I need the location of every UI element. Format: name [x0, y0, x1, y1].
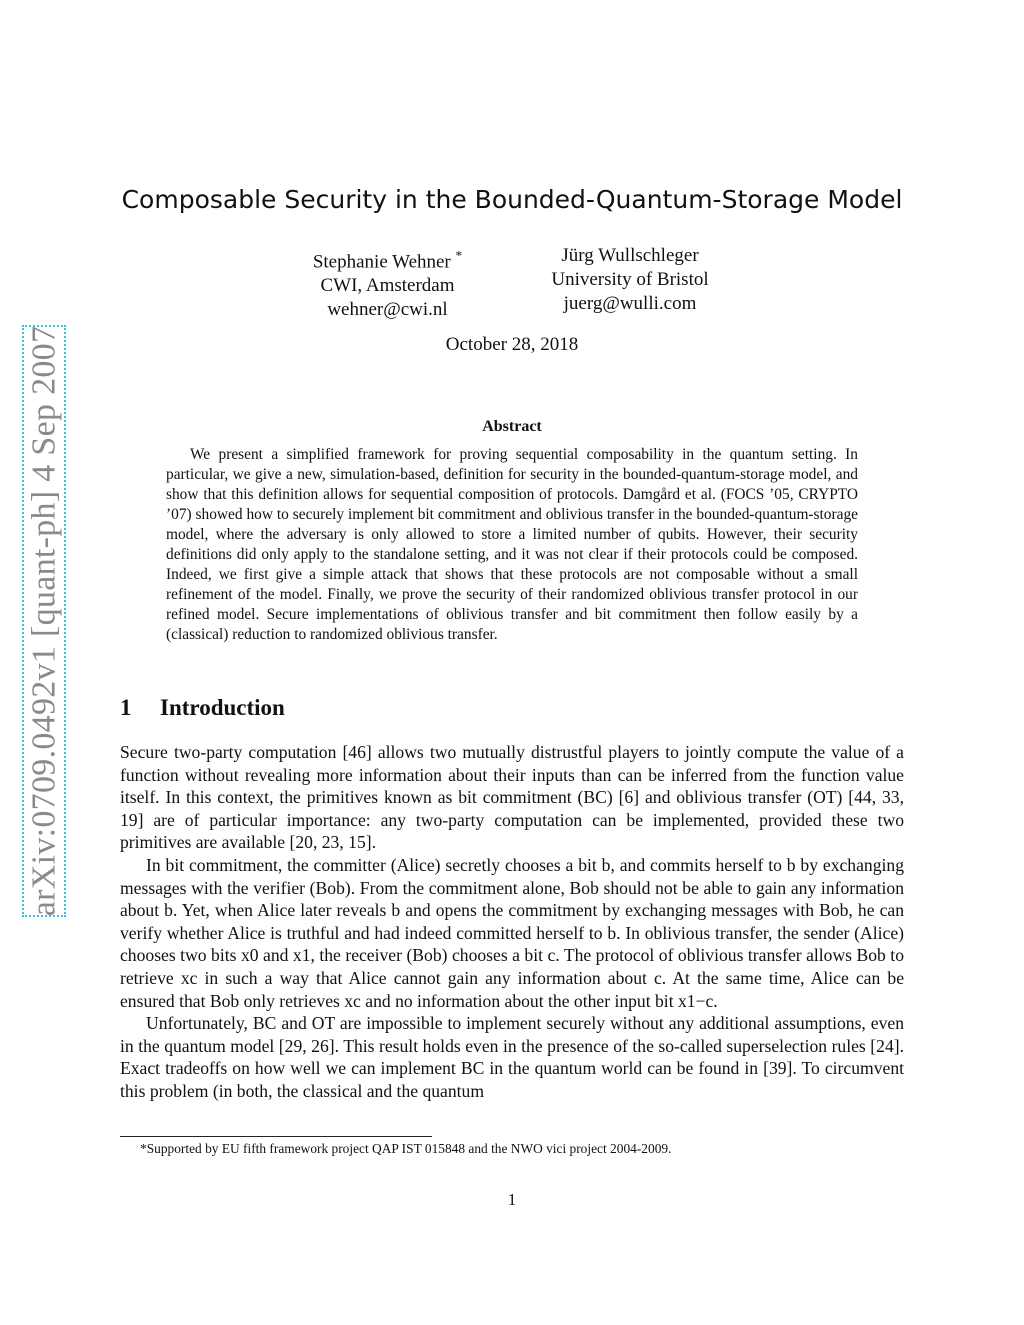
body-text	[120, 741, 904, 1103]
author-block-2	[520, 244, 740, 316]
page-number: 1	[507, 1190, 517, 1209]
footnote: *Supported by EU fifth framework project QAP IST 015848 and the NWO vici project 2004-2009.	[140, 1141, 672, 1156]
footnote-divider	[120, 1136, 432, 1137]
author-block-1	[290, 244, 485, 322]
section-number: 1	[120, 695, 132, 720]
section-title: Introduction	[160, 695, 285, 720]
author-name: Jürg Wullschleger	[561, 245, 699, 266]
abstract-text: We present a simplified framework for proving sequential composability in the quantum setting. In particular, we give a new, simulation-based, definition for security in the bounded-quantum-storage model, and show that this definition allows for sequential composition of protocols. Damgård et al. (FOCS ’05, CRYPTO ’07) showed how to securely implement bit commitment and oblivious transfer in the bounded-quantum-storage model, where the adversary is only allowed to store a limited number of qubits. However, their security definitions did only apply to the standalone setting, and it was not clear if their protocols could be composed. Indeed, we first give a simple attack that shows that these protocols are not composable without a small refinement of the model. Finally, we prove the security of their randomized oblivious transfer protocol in our refined model. Secure implementations of oblivious transfer and bit commitment then follow easily by a (classical) reduction to randomized oblivious transfer.	[166, 446, 858, 643]
paragraph: In bit commitment, the committer (Alice) secretly chooses a bit b, and commits herself to b by exchanging messages with the verifier (Bob). From the commitment alone, Bob should not be able to gain any information about b. Yet, when Alice later reveals b and opens the commitment by exchanging messages with Bob, he can verify whether Alice is truthful and had indeed committed herself to b. In oblivious transfer, the sender (Alice) chooses two bits x0 and x1, the receiver (Bob) chooses a bit c. The protocol of oblivious transfer allows Bob to retrieve xc in such a way that Alice cannot gain any information about c. At the same time, Alice can be ensured that Bob only retrieves xc and no information about the other input bit x1−c.	[120, 854, 904, 1011]
author-footnote-mark: *	[455, 248, 463, 263]
abstract-heading: Abstract	[482, 418, 542, 435]
author-email[interactable]: wehner@cwi.nl	[327, 299, 448, 321]
paragraph: Unfortunately, BC and OT are impossible to implement securely without any additional assumptions, even in the quantum model [29, 26]. This result holds even in the presence of the so-called superselection rules [24]. Exact tradeoffs on how well we can implement BC in the quantum world can be found in [39]. To circumvent this problem (in both, the classical and the quantum	[120, 1013, 904, 1101]
author-email[interactable]: juerg@wulli.com	[563, 293, 697, 314]
section-heading	[120, 695, 285, 721]
paragraph: Secure two-party computation [46] allows two mutually distrustful players to jointly compute the value of a function without revealing more information about their inputs than can be inferred from the function value itself. In this context, the primitives known as bit commitment (BC) [6] and oblivious transfer (OT) [44, 33, 19] are of particular importance: any two-party computation can be implemented, provided these two primitives are available [20, 23, 15].	[120, 742, 904, 853]
author-affiliation: University of Bristol	[551, 269, 709, 290]
author-name: Stephanie Wehner	[312, 251, 451, 273]
arxiv-id[interactable]: arXiv:0709.0492v1 [quant-ph] 4 Sep 2007	[25, 325, 63, 917]
arxiv-stamp	[22, 325, 66, 917]
paper-title: Composable Security in the Bounded-Quantum-Storage Model	[121, 185, 903, 214]
paper-date: October 28, 2018	[445, 334, 579, 355]
author-affiliation: CWI, Amsterdam	[320, 275, 455, 297]
